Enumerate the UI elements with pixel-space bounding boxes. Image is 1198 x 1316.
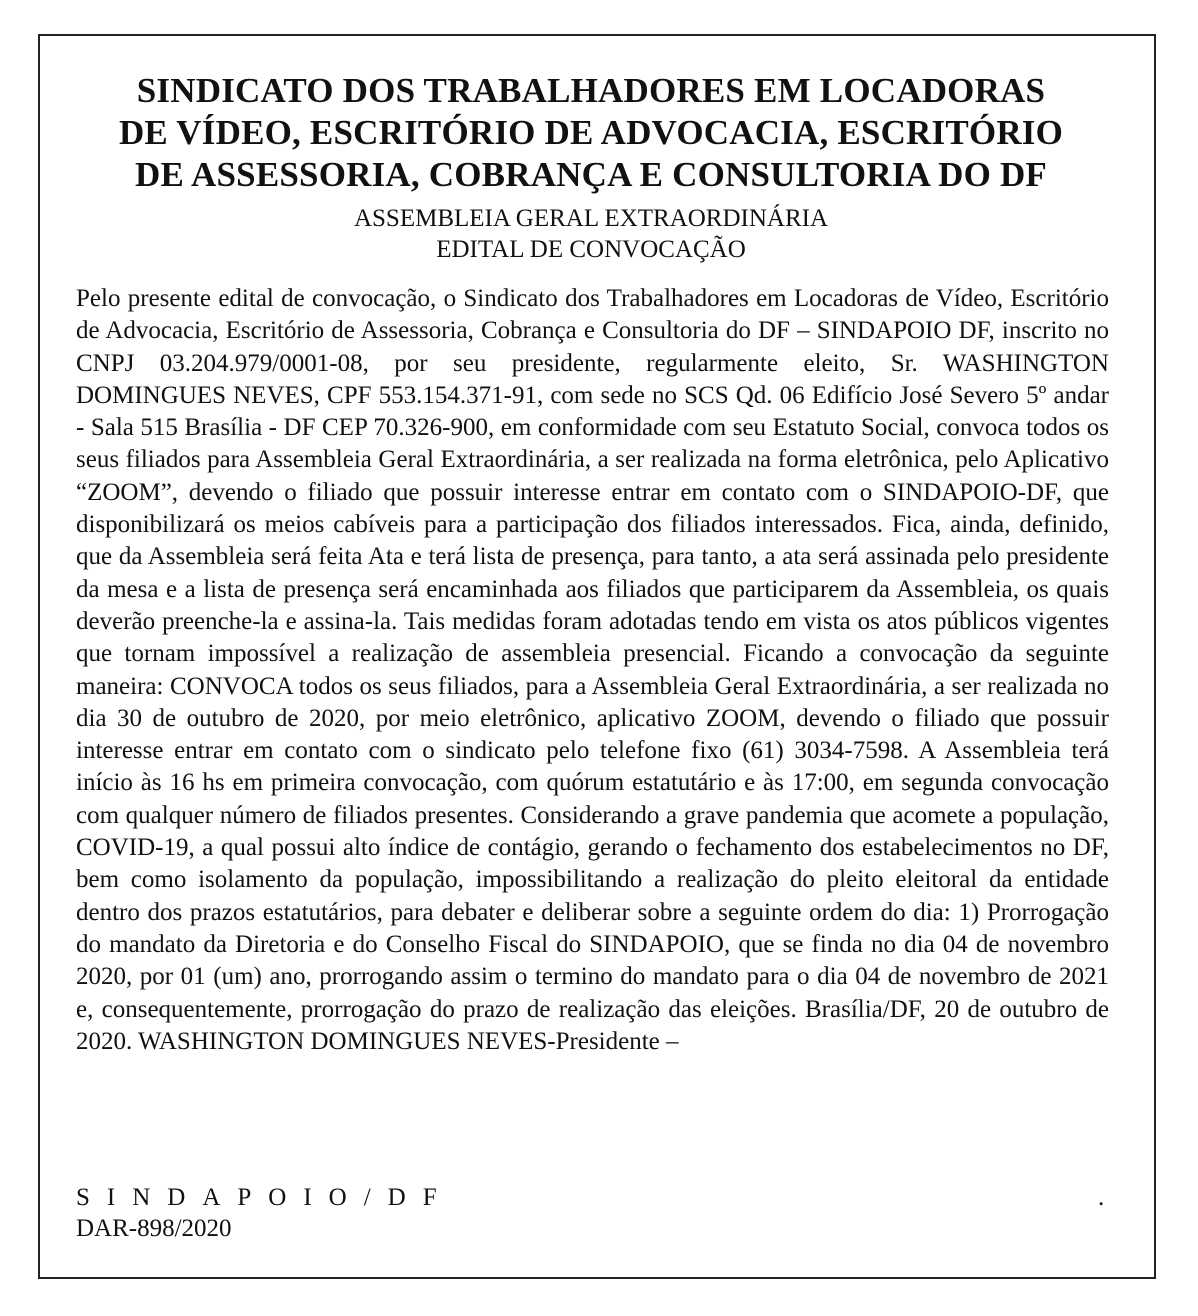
title-line-3: DE ASSESSORIA, COBRANÇA E CONSULTORIA DO DF (134, 155, 1048, 194)
notice-type-subtitle: EDITAL DE CONVOCAÇÃO (436, 236, 746, 263)
assembly-type-subtitle: ASSEMBLEIA GERAL EXTRAORDINÁRIA (353, 205, 829, 232)
title-line-1: SINDICATO DOS TRABALHADORES EM LOCADORAS (136, 71, 1046, 110)
publication-reference-code: DAR-898/2020 (76, 1215, 232, 1242)
convocation-body-text: Pelo presente edital de convocação, o Sindicato dos Trabalhadores em Locadoras de Vídeo, Escritório de Advocacia, Escritório de Assessoria, Cobrança e Consultoria do DF – SINDAPOIO DF, inscrito no CNPJ 03.204.979/0001-08, por seu presidente, regularmente eleito, Sr. WASHINGTON DOMINGUES NEVES, CPF 553.154.371-91, com sede no SCS Qd. 06 Edifício José Severo 5º andar - Sala 515 Brasília - DF CEP 70.326-900, em conformidade com seu Estatuto Social, convoca todos os seus filiados para Assembleia Geral Extraordinária, a ser realizada na forma eletrônica, pelo Aplicativo “ZOOM”, devendo o filiado que possuir interesse entrar em contato com o SINDAPOIO-DF, que disponibilizará os meios cabíveis para a participação dos filiados interessados. Fica, ainda, definido, que da Assembleia será feita Ata e terá lista de presença, para tanto, a ata será assinada pelo presidente da mesa e a lista de presença será encaminhada aos filiados que participarem da Assembleia, os quais deverão preenche-la e assina-la. Tais medidas foram adotadas tendo em vista os atos públicos vigentes que tornam impossível a realização de assembleia presencial. Ficando a convocação da seguinte maneira: CONVOCA todos os seus filiados, para a Assembleia Geral Extraordinária, a ser realizada no dia 30 de outubro de 2020, por meio eletrônico, aplicativo ZOOM, devendo o filiado que possuir interesse entrar em contato com o sindicato pelo telefone fixo (61) 3034-7598. A Assembleia terá início às 16 hs em primeira convocação, com quórum estatutário e às 17:00, em segunda convocação com qualquer número de filiados presentes. Considerando a grave pandemia que acomete a população, COVID-19, a qual possui alto índice de contágio, gerando o fechamento dos estabelecimentos no DF, bem como isolamento da população, impossibilitando a realização do pleito eleitoral da entidade dentro dos prazos estatutários, para debater e deliberar sobre a seguinte ordem do dia: 1) Prorrogação do mandato da Diretoria e do Conselho Fiscal do SINDAPOIO, que se finda no dia 04 de novembro 2020, por 01 (um) ano, prorrogando assim o termino do mandato para o dia 04 de novembro de 2021 e, consequentemente, prorrogação do prazo de realização das eleições. Brasília/DF, 20 de outubro de 2020. WASHINGTON DOMINGUES NEVES-Presidente – (76, 285, 1109, 1055)
signature-trailing-mark: . (1098, 1184, 1105, 1211)
notice-subtitles (60, 203, 1122, 265)
title-line-2: DE VÍDEO, ESCRITÓRIO DE ADVOCACIA, ESCRITÓRIO (118, 113, 1064, 152)
union-name-title (60, 70, 1122, 196)
signature-organization: SINDAPOIO/DF (76, 1184, 454, 1211)
